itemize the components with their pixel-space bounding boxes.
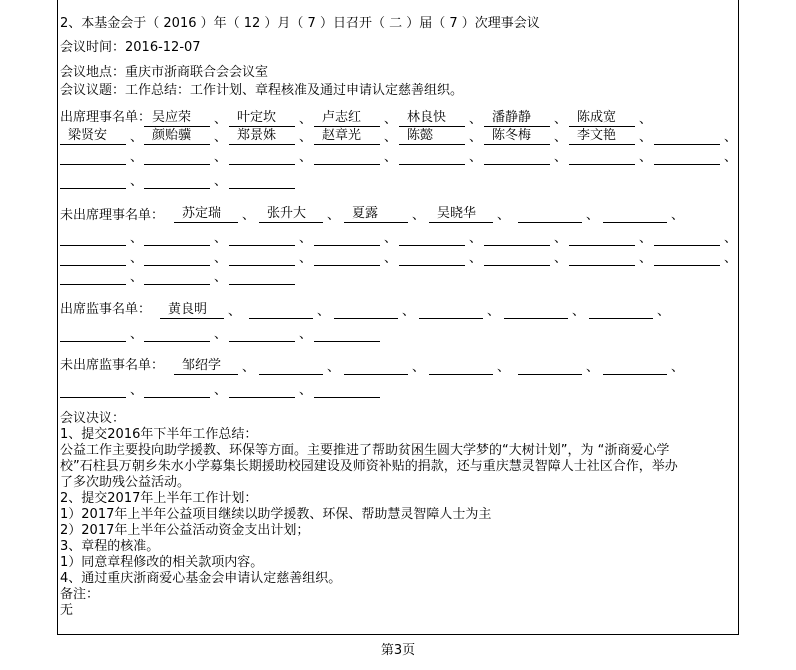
name-blank xyxy=(259,206,323,223)
separator-mark: 、 xyxy=(214,112,228,127)
right-border xyxy=(738,0,739,635)
name-blank xyxy=(603,358,667,375)
meeting-topic: 会议议题：工作总结：工作计划、章程核准及通过申请认定慈善组织。 xyxy=(60,83,464,98)
separator-mark: 、 xyxy=(554,251,568,266)
name-blank xyxy=(429,206,493,223)
separator-mark: 、 xyxy=(214,130,228,145)
name-blank xyxy=(229,148,295,165)
name-blank xyxy=(569,229,635,246)
separator-mark: 、 xyxy=(299,231,313,246)
name-text: 林良快 xyxy=(407,110,447,125)
separator-mark: 、 xyxy=(242,208,256,223)
name-text: 卢志红 xyxy=(322,110,362,125)
name-blank xyxy=(229,172,295,189)
name-blank xyxy=(314,381,380,398)
name-blank xyxy=(484,148,550,165)
name-blank xyxy=(60,268,126,285)
name-blank xyxy=(144,249,210,266)
separator-mark: 、 xyxy=(384,112,398,127)
resolution-line: 公益工作主要投向助学援教、环保等方面。主要推进了帮助贫困生圆大学梦的“大树计划”，为 “浙商爱心学 xyxy=(60,443,670,458)
separator-mark: 、 xyxy=(639,130,653,145)
name-blank xyxy=(144,172,210,189)
separator-mark: 、 xyxy=(724,251,738,266)
separator-mark: 、 xyxy=(299,130,313,145)
name-blank xyxy=(429,358,493,375)
separator-mark: 、 xyxy=(214,231,228,246)
resolutions-title: 会议决议： xyxy=(60,411,126,426)
name-blank xyxy=(229,128,295,145)
separator-mark: 、 xyxy=(384,251,398,266)
separator-mark: 、 xyxy=(724,231,738,246)
name-blank xyxy=(314,229,380,246)
name-blank xyxy=(603,206,667,223)
separator-mark: 、 xyxy=(214,270,228,285)
separator-mark: 、 xyxy=(554,130,568,145)
name-blank xyxy=(144,148,210,165)
name-text: 张升大 xyxy=(267,206,307,221)
separator-mark: 、 xyxy=(299,251,313,266)
meeting-time: 会议时间：2016-12-07 xyxy=(60,40,201,55)
name-blank xyxy=(654,128,720,145)
absent-supervisors-label: 未出席监事名单： xyxy=(60,358,165,373)
name-text: 陈懿 xyxy=(407,128,434,143)
name-blank xyxy=(654,229,720,246)
name-blank xyxy=(60,249,126,266)
name-blank xyxy=(484,249,550,266)
resolution-line: 2、提交2017年上半年工作计划： xyxy=(60,491,258,506)
separator-mark: 、 xyxy=(554,112,568,127)
separator-mark: 、 xyxy=(469,112,483,127)
name-text: 吴应荣 xyxy=(152,110,192,125)
name-blank xyxy=(144,110,210,127)
name-text: 黄良明 xyxy=(168,302,208,317)
separator-mark: 、 xyxy=(130,174,144,189)
name-blank xyxy=(229,268,295,285)
separator-mark: 、 xyxy=(572,304,586,319)
separator-mark: 、 xyxy=(214,327,228,342)
separator-mark: 、 xyxy=(242,360,256,375)
name-blank xyxy=(419,302,483,319)
name-blank xyxy=(484,128,550,145)
name-blank xyxy=(60,229,126,246)
absent-directors-label: 未出席理事名单： xyxy=(60,208,165,223)
name-blank xyxy=(334,302,398,319)
left-border xyxy=(57,0,58,635)
name-blank xyxy=(569,148,635,165)
name-blank xyxy=(314,249,380,266)
name-text: 颜贻骥 xyxy=(152,128,192,143)
name-blank xyxy=(399,229,465,246)
resolution-line: 2）2017年上半年公益活动资金支出计划； xyxy=(60,523,310,538)
separator-mark: 、 xyxy=(130,130,144,145)
name-text: 苏定瑞 xyxy=(182,206,222,221)
separator-mark: 、 xyxy=(497,360,511,375)
resolution-line: 校”石柱县万朝乡朱水小学募集长期援助校园建设及师资补贴的捐款，还与重庆慧灵智障人士社区合作，举办 xyxy=(60,459,678,474)
name-blank xyxy=(60,148,126,165)
name-blank xyxy=(144,229,210,246)
separator-mark: 、 xyxy=(299,112,313,127)
separator-mark: 、 xyxy=(214,174,228,189)
name-text: 夏露 xyxy=(352,206,379,221)
resolution-line: 3、章程的核准。 xyxy=(60,539,160,554)
name-blank xyxy=(249,302,313,319)
name-text: 李文艳 xyxy=(577,128,617,143)
name-blank xyxy=(518,206,582,223)
name-text: 郑景姝 xyxy=(237,128,277,143)
separator-mark: 、 xyxy=(639,150,653,165)
separator-mark: 、 xyxy=(586,208,600,223)
separator-mark: 、 xyxy=(130,383,144,398)
name-blank xyxy=(314,128,380,145)
name-blank xyxy=(144,128,210,145)
separator-mark: 、 xyxy=(228,304,242,319)
name-blank xyxy=(144,268,210,285)
separator-mark: 、 xyxy=(469,231,483,246)
separator-mark: 、 xyxy=(384,150,398,165)
bottom-border xyxy=(57,634,739,635)
name-blank xyxy=(60,381,126,398)
name-blank xyxy=(229,249,295,266)
separator-mark: 、 xyxy=(214,383,228,398)
name-text: 赵章光 xyxy=(322,128,362,143)
separator-mark: 、 xyxy=(299,327,313,342)
resolution-line: 了多次助残公益活动。 xyxy=(60,475,191,490)
separator-mark: 、 xyxy=(554,150,568,165)
name-text: 吴晓华 xyxy=(437,206,477,221)
name-blank xyxy=(654,148,720,165)
name-text: 潘静静 xyxy=(492,110,532,125)
name-text: 梁贤安 xyxy=(68,128,108,143)
separator-mark: 、 xyxy=(639,112,653,127)
separator-mark: 、 xyxy=(130,251,144,266)
name-blank xyxy=(399,110,465,127)
separator-mark: 、 xyxy=(724,130,738,145)
page-number: 第3页 xyxy=(380,643,416,658)
name-text: 叶定坎 xyxy=(237,110,277,125)
separator-mark: 、 xyxy=(412,360,426,375)
separator-mark: 、 xyxy=(469,130,483,145)
separator-mark: 、 xyxy=(657,304,671,319)
header-line: 2、本基金会于（ 2016 ）年（ 12 ）月（ 7 ）日召开（ 二 ）届（ 7 ）次理事会议 xyxy=(60,16,540,31)
separator-mark: 、 xyxy=(554,231,568,246)
name-blank xyxy=(589,302,653,319)
separator-mark: 、 xyxy=(671,360,685,375)
name-blank xyxy=(399,148,465,165)
name-blank xyxy=(259,358,323,375)
resolution-line: 4、通过重庆浙商爱心基金会申请认定慈善组织。 xyxy=(60,571,342,586)
separator-mark: 、 xyxy=(299,150,313,165)
separator-mark: 、 xyxy=(130,231,144,246)
separator-mark: 、 xyxy=(299,383,313,398)
name-blank xyxy=(160,302,224,319)
name-blank xyxy=(60,128,126,145)
separator-mark: 、 xyxy=(402,304,416,319)
separator-mark: 、 xyxy=(671,208,685,223)
name-blank xyxy=(399,249,465,266)
name-blank xyxy=(144,325,210,342)
name-blank xyxy=(484,229,550,246)
name-text: 邹绍学 xyxy=(182,358,222,373)
remarks-value: 无 xyxy=(60,603,74,618)
separator-mark: 、 xyxy=(327,360,341,375)
name-blank xyxy=(569,110,635,127)
name-blank xyxy=(229,381,295,398)
resolution-line: 1、提交2016年下半年工作总结： xyxy=(60,427,258,442)
remarks-title: 备注： xyxy=(60,587,100,602)
name-text: 陈冬梅 xyxy=(492,128,532,143)
attending-supervisors-label: 出席监事名单： xyxy=(60,302,152,317)
attending-directors-label: 出席理事名单： xyxy=(60,110,152,125)
separator-mark: 、 xyxy=(497,208,511,223)
separator-mark: 、 xyxy=(412,208,426,223)
separator-mark: 、 xyxy=(469,150,483,165)
name-blank xyxy=(518,358,582,375)
name-blank xyxy=(569,128,635,145)
separator-mark: 、 xyxy=(130,327,144,342)
resolution-line: 1）2017年上半年公益项目继续以助学援教、环保、帮助慧灵智障人士为主 xyxy=(60,507,492,522)
separator-mark: 、 xyxy=(487,304,501,319)
name-blank xyxy=(344,358,408,375)
name-blank xyxy=(484,110,550,127)
separator-mark: 、 xyxy=(384,231,398,246)
name-blank xyxy=(229,110,295,127)
name-blank xyxy=(399,128,465,145)
separator-mark: 、 xyxy=(469,251,483,266)
separator-mark: 、 xyxy=(327,208,341,223)
separator-mark: 、 xyxy=(214,251,228,266)
separator-mark: 、 xyxy=(639,231,653,246)
name-blank xyxy=(174,358,238,375)
name-blank xyxy=(569,249,635,266)
separator-mark: 、 xyxy=(130,270,144,285)
name-blank xyxy=(344,206,408,223)
separator-mark: 、 xyxy=(384,130,398,145)
name-blank xyxy=(174,206,238,223)
name-blank xyxy=(314,148,380,165)
name-blank xyxy=(60,172,126,189)
name-blank xyxy=(229,325,295,342)
meeting-place: 会议地点：重庆市浙商联合会会议室 xyxy=(60,65,269,80)
separator-mark: 、 xyxy=(214,150,228,165)
name-blank xyxy=(229,229,295,246)
resolution-line: 1）同意章程修改的相关款项内容。 xyxy=(60,555,264,570)
name-text: 陈成宽 xyxy=(577,110,617,125)
separator-mark: 、 xyxy=(639,251,653,266)
name-blank xyxy=(314,110,380,127)
name-blank xyxy=(504,302,568,319)
name-blank xyxy=(314,325,380,342)
separator-mark: 、 xyxy=(586,360,600,375)
separator-mark: 、 xyxy=(317,304,331,319)
separator-mark: 、 xyxy=(724,150,738,165)
name-blank xyxy=(144,381,210,398)
name-blank xyxy=(654,249,720,266)
separator-mark: 、 xyxy=(130,150,144,165)
name-blank xyxy=(60,325,126,342)
